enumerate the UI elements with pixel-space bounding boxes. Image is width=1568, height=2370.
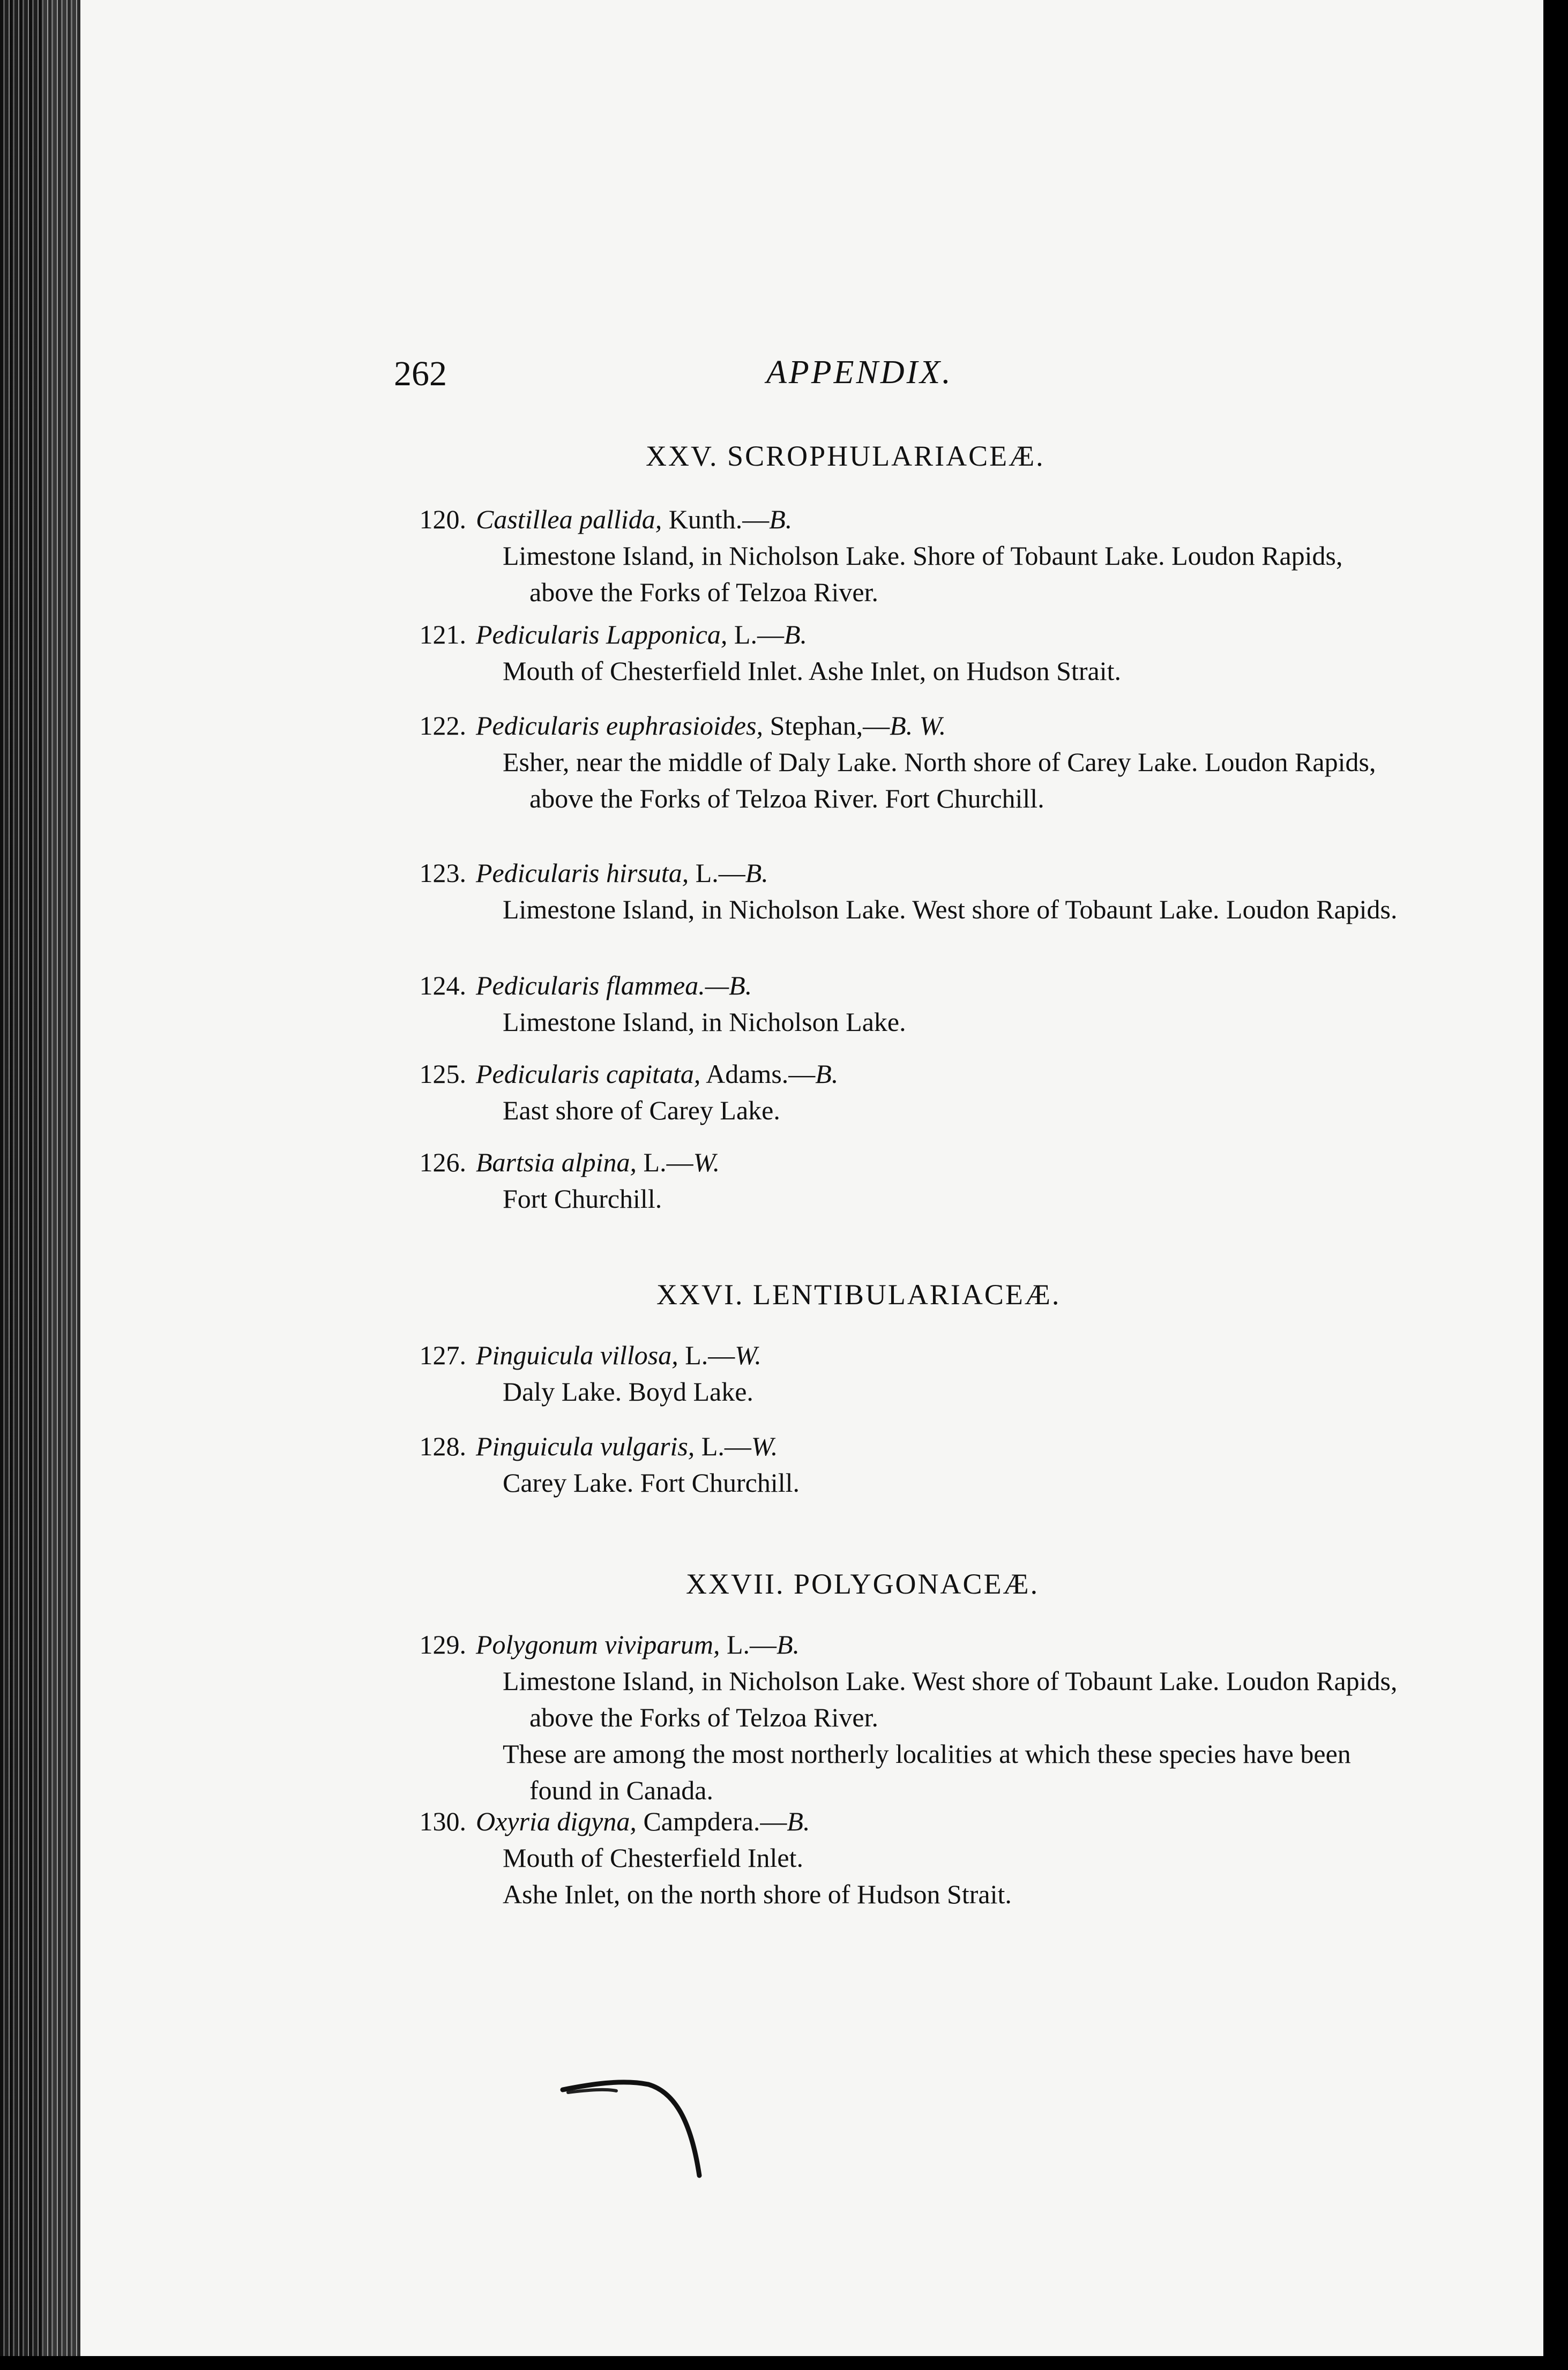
- species-name: Oxyria digyna,: [476, 1806, 637, 1836]
- localities: Carey Lake. Fort Churchill.: [503, 1468, 800, 1498]
- species-name: Pedicularis euphrasioides,: [476, 711, 764, 741]
- species-name: Pedicularis flammea.—: [476, 970, 729, 1000]
- entry-number: 126.: [419, 1147, 466, 1177]
- authority: L.—: [695, 858, 745, 888]
- list-item: [386, 501, 1404, 610]
- localities: East shore of Carey Lake.: [503, 1095, 780, 1125]
- list-item: [386, 1626, 1404, 1808]
- list-item: [386, 1056, 1404, 1128]
- page-header: [0, 354, 1568, 407]
- species-name: Castillea pallida,: [476, 504, 662, 534]
- list-item: [386, 855, 1404, 928]
- list-item: [386, 1144, 1404, 1217]
- collector: B.: [787, 1806, 810, 1836]
- localities: Fort Churchill.: [503, 1184, 662, 1214]
- entry-number: 120.: [419, 504, 466, 534]
- list-item: [386, 1803, 1404, 1912]
- entry-number: 125.: [419, 1059, 466, 1089]
- species-name: Pinguicula vulgaris,: [476, 1431, 695, 1461]
- localities: Ashe Inlet, on the north shore of Hudson Strait.: [503, 1879, 1012, 1909]
- section-heading: XXVII. POLYGONACEÆ.: [686, 1568, 1040, 1600]
- species-name: Polygonum viviparum,: [476, 1629, 720, 1659]
- localities: Limestone Island, in Nicholson Lake. West shore of Tobaunt Lake. Loudon Rapids.: [503, 894, 1398, 924]
- note: These are among the most northerly localities at which these species have been found in Canada.: [503, 1739, 1351, 1805]
- collector: B.: [745, 858, 768, 888]
- collector: W.: [693, 1147, 720, 1177]
- authority: L.—: [734, 619, 784, 649]
- localities: Daly Lake. Boyd Lake.: [503, 1377, 753, 1407]
- entry-number: 127.: [419, 1340, 466, 1370]
- entry-number: 130.: [419, 1806, 466, 1836]
- collector: B.: [783, 619, 808, 649]
- entry-number: 124.: [419, 970, 466, 1000]
- species-name: Pedicularis hirsuta,: [476, 858, 689, 888]
- species-name: Bartsia alpina,: [476, 1147, 637, 1177]
- localities: Esher, near the middle of Daly Lake. North shore of Carey Lake. Loudon Rapids, above the Forks of Telzoa River. Fort Churchill.: [503, 747, 1376, 813]
- section-heading: XXV. SCROPHULARIACEÆ.: [646, 440, 1045, 472]
- page-number: 262: [394, 354, 447, 393]
- authority: Stephan,—: [770, 711, 890, 741]
- entry-number: 129.: [419, 1629, 466, 1659]
- list-item: [386, 1428, 1404, 1501]
- entry-number: 123.: [419, 858, 466, 888]
- collector: B.: [769, 504, 793, 534]
- collector: W.: [751, 1431, 778, 1461]
- species-name: Pinguicula villosa,: [476, 1340, 678, 1370]
- localities: Limestone Island, in Nicholson Lake. West shore of Tobaunt Lake. Loudon Rapids, above the Forks of Telzoa River.: [503, 1666, 1398, 1732]
- list-item: [386, 1337, 1404, 1410]
- collector: B.: [729, 970, 752, 1000]
- localities: Mouth of Chesterfield Inlet. Ashe Inlet, on Hudson Strait.: [503, 656, 1122, 686]
- entry-number: 121.: [419, 619, 466, 649]
- authority: Adams.—: [706, 1059, 816, 1089]
- collector: B. W.: [890, 711, 946, 741]
- list-item: [386, 616, 1404, 689]
- scan-border-bottom: [0, 2356, 1568, 2370]
- authority: Campdera.—: [643, 1806, 787, 1836]
- authority: L.—: [643, 1147, 693, 1177]
- collector: B.: [776, 1629, 800, 1659]
- species-name: Pedicularis capitata,: [476, 1059, 701, 1089]
- authority: Kunth.—: [668, 504, 770, 534]
- entry-number: 122.: [419, 711, 466, 741]
- authority: L.—: [701, 1431, 751, 1461]
- authority: L.—: [685, 1340, 735, 1370]
- localities: Mouth of Chesterfield Inlet.: [503, 1843, 803, 1873]
- localities: Limestone Island, in Nicholson Lake.: [503, 1007, 906, 1037]
- ink-mark: [557, 2068, 729, 2208]
- localities: Limestone Island, in Nicholson Lake. Shore of Tobaunt Lake. Loudon Rapids, above the Forks of Telzoa River.: [503, 541, 1343, 607]
- authority: L.—: [726, 1629, 777, 1659]
- list-item: [386, 967, 1404, 1040]
- running-head: APPENDIX.: [766, 354, 953, 391]
- list-item: [386, 707, 1404, 817]
- collector: W.: [735, 1340, 761, 1370]
- collector: B.: [815, 1059, 839, 1089]
- section-heading: XXVI. LENTIBULARIACEÆ.: [656, 1279, 1061, 1311]
- species-name: Pedicularis Lapponica,: [476, 619, 728, 649]
- entry-number: 128.: [419, 1431, 466, 1461]
